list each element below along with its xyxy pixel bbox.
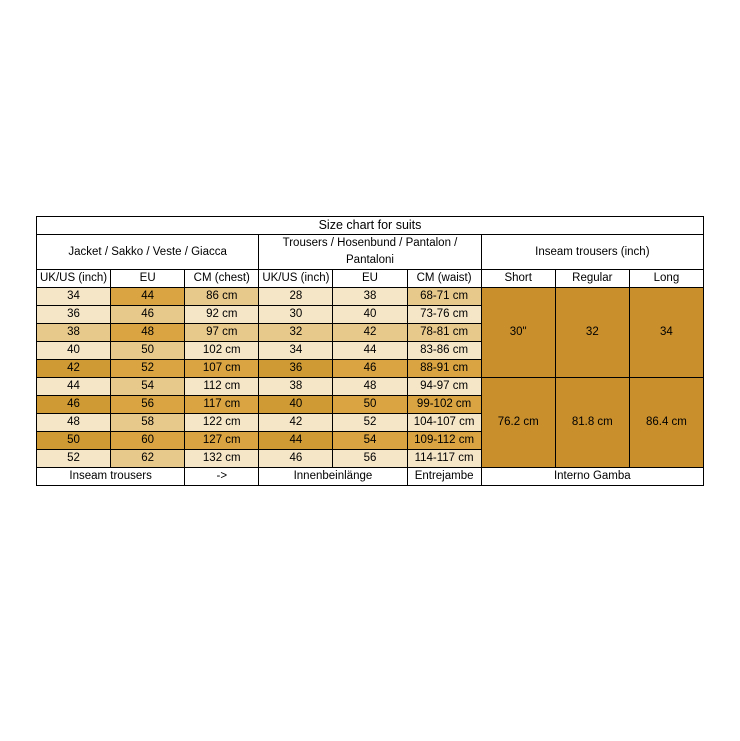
cell-trousers-ukus: 30	[259, 306, 333, 324]
footer-label-fr: Entrejambe	[407, 468, 481, 486]
cell-trousers-ukus: 32	[259, 324, 333, 342]
cell-trousers-eu: 50	[333, 396, 407, 414]
cell-jacket-eu: 56	[111, 396, 185, 414]
cell-jacket-ukus: 34	[37, 288, 111, 306]
cell-inseam-regular-inch: 32	[555, 288, 629, 378]
footer-label-inseam: Inseam trousers	[37, 468, 185, 486]
cell-trousers-eu: 38	[333, 288, 407, 306]
cell-jacket-ukus: 52	[37, 450, 111, 468]
footer-label-it: Interno Gamba	[481, 468, 703, 486]
column-header-jacket-eu: EU	[111, 270, 185, 288]
cell-jacket-cm: 102 cm	[185, 342, 259, 360]
cell-jacket-eu: 48	[111, 324, 185, 342]
footer-arrow: ->	[185, 468, 259, 486]
group-header-row	[37, 235, 704, 270]
cell-jacket-cm: 122 cm	[185, 414, 259, 432]
cell-trousers-eu: 46	[333, 360, 407, 378]
cell-inseam-short-inch: 30"	[481, 288, 555, 378]
column-header-trousers-eu: EU	[333, 270, 407, 288]
size-chart-container	[36, 216, 704, 486]
cell-jacket-eu: 54	[111, 378, 185, 396]
cell-trousers-eu: 42	[333, 324, 407, 342]
cell-trousers-cm: 73-76 cm	[407, 306, 481, 324]
cell-jacket-cm: 132 cm	[185, 450, 259, 468]
cell-trousers-cm: 99-102 cm	[407, 396, 481, 414]
cell-jacket-ukus: 36	[37, 306, 111, 324]
cell-trousers-cm: 83-86 cm	[407, 342, 481, 360]
cell-jacket-eu: 50	[111, 342, 185, 360]
cell-trousers-eu: 56	[333, 450, 407, 468]
group-header-trousers: Trousers / Hosenbund / Pantalon / Pantaloni	[259, 235, 481, 270]
column-header-trousers-cm: CM (waist)	[407, 270, 481, 288]
cell-jacket-cm: 92 cm	[185, 306, 259, 324]
cell-jacket-ukus: 46	[37, 396, 111, 414]
cell-jacket-ukus: 38	[37, 324, 111, 342]
column-header-row	[37, 270, 704, 288]
group-header-jacket: Jacket / Sakko / Veste / Giacca	[37, 235, 259, 270]
cell-trousers-ukus: 46	[259, 450, 333, 468]
cell-trousers-ukus: 42	[259, 414, 333, 432]
cell-jacket-eu: 46	[111, 306, 185, 324]
cell-jacket-eu: 62	[111, 450, 185, 468]
cell-jacket-eu: 60	[111, 432, 185, 450]
cell-jacket-ukus: 48	[37, 414, 111, 432]
cell-trousers-ukus: 38	[259, 378, 333, 396]
cell-jacket-eu: 44	[111, 288, 185, 306]
cell-jacket-ukus: 50	[37, 432, 111, 450]
footer-row	[37, 468, 704, 486]
cell-trousers-cm: 114-117 cm	[407, 450, 481, 468]
cell-trousers-cm: 104-107 cm	[407, 414, 481, 432]
cell-inseam-long-cm: 86.4 cm	[629, 378, 703, 468]
cell-trousers-ukus: 34	[259, 342, 333, 360]
page-title: Size chart for suits	[37, 217, 704, 235]
cell-jacket-ukus: 42	[37, 360, 111, 378]
cell-jacket-eu: 58	[111, 414, 185, 432]
cell-jacket-cm: 127 cm	[185, 432, 259, 450]
cell-inseam-regular-cm: 81.8 cm	[555, 378, 629, 468]
cell-inseam-long-inch: 34	[629, 288, 703, 378]
cell-trousers-eu: 44	[333, 342, 407, 360]
column-header-jacket-cm: CM (chest)	[185, 270, 259, 288]
cell-jacket-ukus: 40	[37, 342, 111, 360]
column-header-trousers-ukus: UK/US (inch)	[259, 270, 333, 288]
table-row	[37, 288, 704, 306]
cell-trousers-eu: 54	[333, 432, 407, 450]
cell-jacket-ukus: 44	[37, 378, 111, 396]
cell-trousers-ukus: 40	[259, 396, 333, 414]
cell-jacket-eu: 52	[111, 360, 185, 378]
cell-trousers-eu: 40	[333, 306, 407, 324]
cell-trousers-cm: 109-112 cm	[407, 432, 481, 450]
cell-trousers-eu: 52	[333, 414, 407, 432]
table-row	[37, 378, 704, 396]
cell-jacket-cm: 86 cm	[185, 288, 259, 306]
cell-trousers-eu: 48	[333, 378, 407, 396]
cell-inseam-short-cm: 76.2 cm	[481, 378, 555, 468]
footer-label-de: Innenbeinlänge	[259, 468, 407, 486]
column-header-jacket-ukus: UK/US (inch)	[37, 270, 111, 288]
cell-trousers-cm: 88-91 cm	[407, 360, 481, 378]
column-header-inseam-long: Long	[629, 270, 703, 288]
cell-jacket-cm: 107 cm	[185, 360, 259, 378]
column-header-inseam-regular: Regular	[555, 270, 629, 288]
group-header-inseam: Inseam trousers (inch)	[481, 235, 703, 270]
cell-trousers-cm: 78-81 cm	[407, 324, 481, 342]
cell-trousers-cm: 68-71 cm	[407, 288, 481, 306]
cell-trousers-ukus: 28	[259, 288, 333, 306]
cell-trousers-ukus: 44	[259, 432, 333, 450]
size-chart-table	[36, 216, 704, 486]
cell-jacket-cm: 117 cm	[185, 396, 259, 414]
cell-trousers-ukus: 36	[259, 360, 333, 378]
column-header-inseam-short: Short	[481, 270, 555, 288]
cell-jacket-cm: 97 cm	[185, 324, 259, 342]
title-row	[37, 217, 704, 235]
cell-jacket-cm: 112 cm	[185, 378, 259, 396]
cell-trousers-cm: 94-97 cm	[407, 378, 481, 396]
